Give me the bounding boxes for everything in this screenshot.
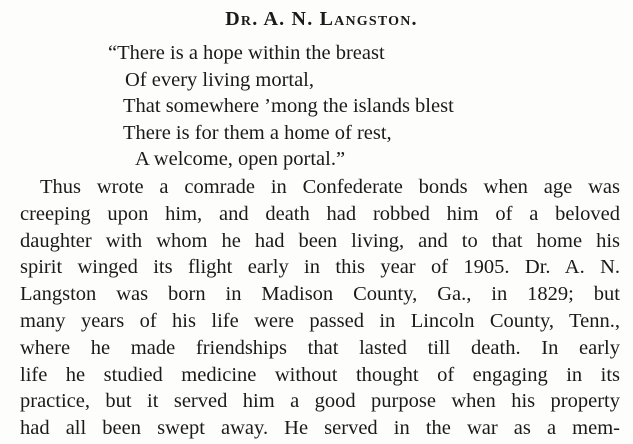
paragraph-line: creeping upon him, and death had robbed him of a beloved [20, 202, 620, 225]
paragraph-line: had all been swept away. He served in the war as a mem- [20, 417, 620, 440]
paragraph-line: Thus wrote a comrade in Confederate bonds when age was [40, 176, 620, 198]
body-paragraph [20, 174, 620, 442]
paragraph-line: Langston was born in Madison County, Ga., in 1829; but [20, 283, 620, 306]
paragraph-line: spirit winged its flight early in this year of 1905. Dr. A. N. [20, 256, 620, 279]
poem-line: “There is a hope within the breast [108, 42, 385, 64]
poem-line: There is for them a home of rest, [123, 121, 392, 144]
paragraph-line: many years of his life were passed in Lincoln County, Tenn., [20, 309, 620, 332]
article-heading: Dr. A. N. Langston. [225, 8, 418, 30]
poem-line: Of every living mortal, [125, 68, 315, 91]
poem-line: That somewhere ’mong the islands blest [123, 95, 454, 117]
poem-line: A welcome, open portal.” [135, 148, 346, 170]
paragraph-line: life he studied medicine without thought of engaging in its [20, 363, 620, 386]
paragraph-line: where he made friendships that lasted till death. In early [20, 336, 620, 359]
paragraph-line: practice, but it served him a good purpose when his property [20, 390, 620, 413]
paragraph-line: daughter with whom he had been living, and to that home his [20, 229, 620, 252]
poem-stanza [108, 40, 454, 173]
